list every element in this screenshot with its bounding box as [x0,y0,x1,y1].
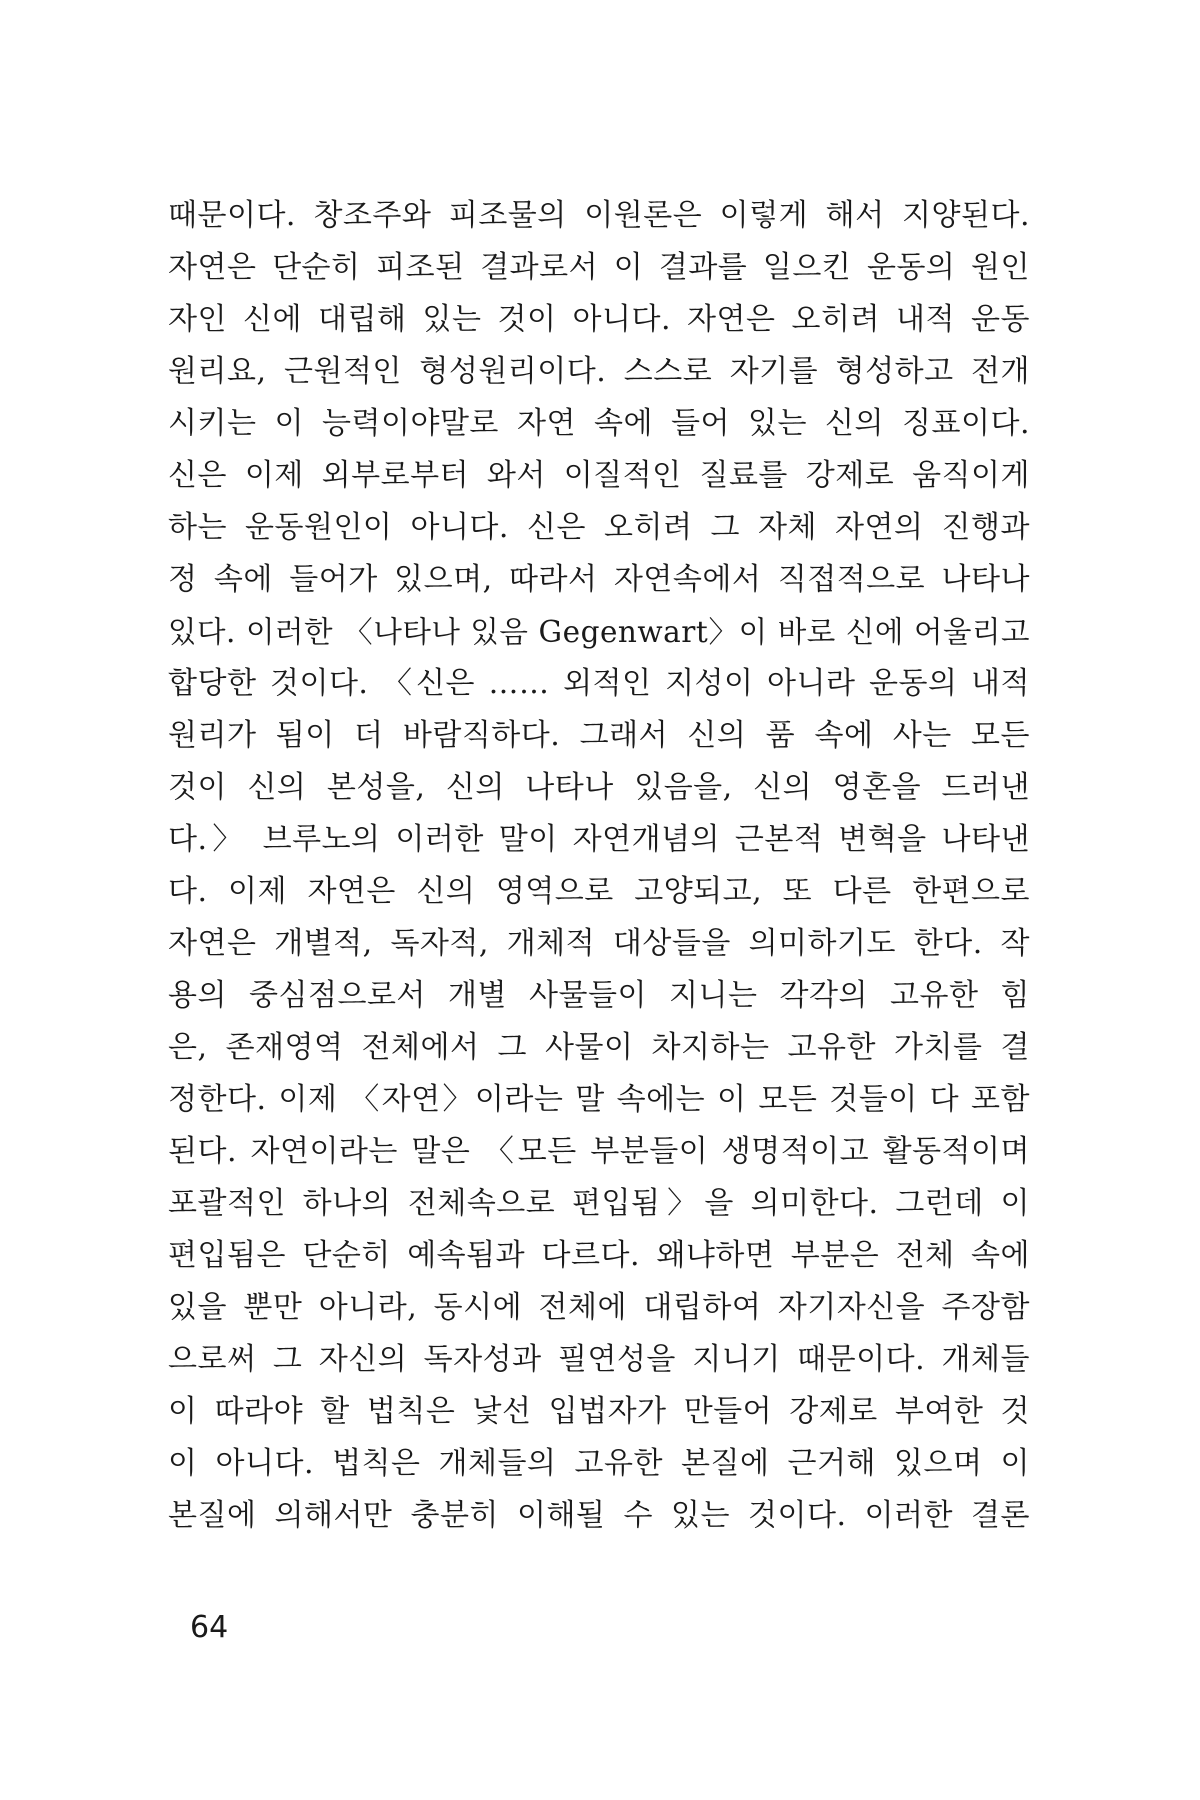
text-line: 본질에 의해서만 충분히 이해될 수 있는 것이다. 이러한 결론 [168,1498,1030,1533]
text-line: 원리요, 근원적인 형성원리이다. 스스로 자기를 형성하고 전개 [168,354,1030,389]
text-line: 정 속에 들어가 있으며, 따라서 자연속에서 직접적으로 나타나 [168,562,1030,597]
text-line: 정한다. 이제 〈자연〉이라는 말 속에는 이 모든 것들이 다 포함 [168,1082,1030,1117]
text-line: 다.〉 브루노의 이러한 말이 자연개념의 근본적 변혁을 나타낸 [168,822,1030,857]
text-line: 포괄적인 하나의 전체속으로 편입됨〉을 의미한다. 그런데 이 [168,1186,1030,1221]
text-line: 때문이다. 창조주와 피조물의 이원론은 이렇게 해서 지양된다. [168,198,1030,233]
text-line: 이 따라야 할 법칙은 낯선 입법자가 만들어 강제로 부여한 것 [168,1394,1030,1429]
body-text [168,190,1030,1542]
text-line: 시키는 이 능력이야말로 자연 속에 들어 있는 신의 징표이다. [168,406,1030,441]
text-line: 된다. 자연이라는 말은 〈모든 부분들이 생명적이고 활동적이며 [168,1134,1030,1169]
text-line: 으로써 그 자신의 독자성과 필연성을 지니기 때문이다. 개체들 [168,1342,1030,1377]
text-line: 있다. 이러한 〈나타나 있음 Gegenwart〉이 바로 신에 어울리고 [168,615,1030,649]
text-line: 신은 이제 외부로부터 와서 이질적인 질료를 강제로 움직이게 [168,458,1030,493]
text-line: 합당한 것이다. 〈신은 …… 외적인 지성이 아니라 운동의 내적 [168,666,1030,701]
text-line: 자연은 단순히 피조된 결과로서 이 결과를 일으킨 운동의 원인 [168,250,1030,285]
text-line: 자연은 개별적, 독자적, 개체적 대상들을 의미하기도 한다. 작 [168,926,1030,961]
page-number: 64 [190,1610,229,1645]
text-line: 이 아니다. 법칙은 개체들의 고유한 본질에 근거해 있으며 이 [168,1446,1030,1481]
text-line: 것이 신의 본성을, 신의 나타나 있음을, 신의 영혼을 드러낸 [168,770,1030,805]
text-line: 있을 뿐만 아니라, 동시에 전체에 대립하여 자기자신을 주장함 [168,1290,1030,1325]
text-line: 하는 운동원인이 아니다. 신은 오히려 그 자체 자연의 진행과 [168,510,1030,545]
text-line: 자인 신에 대립해 있는 것이 아니다. 자연은 오히려 내적 운동 [168,302,1030,337]
text-line: 원리가 됨이 더 바람직하다. 그래서 신의 품 속에 사는 모든 [168,718,1030,753]
text-line: 은, 존재영역 전체에서 그 사물이 차지하는 고유한 가치를 결 [168,1030,1030,1065]
text-line: 용의 중심점으로서 개별 사물들이 지니는 각각의 고유한 힘 [168,978,1030,1013]
text-line: 편입됨은 단순히 예속됨과 다르다. 왜냐하면 부분은 전체 속에 [168,1238,1030,1273]
text-line: 다. 이제 자연은 신의 영역으로 고양되고, 또 다른 한편으로 [168,874,1030,909]
